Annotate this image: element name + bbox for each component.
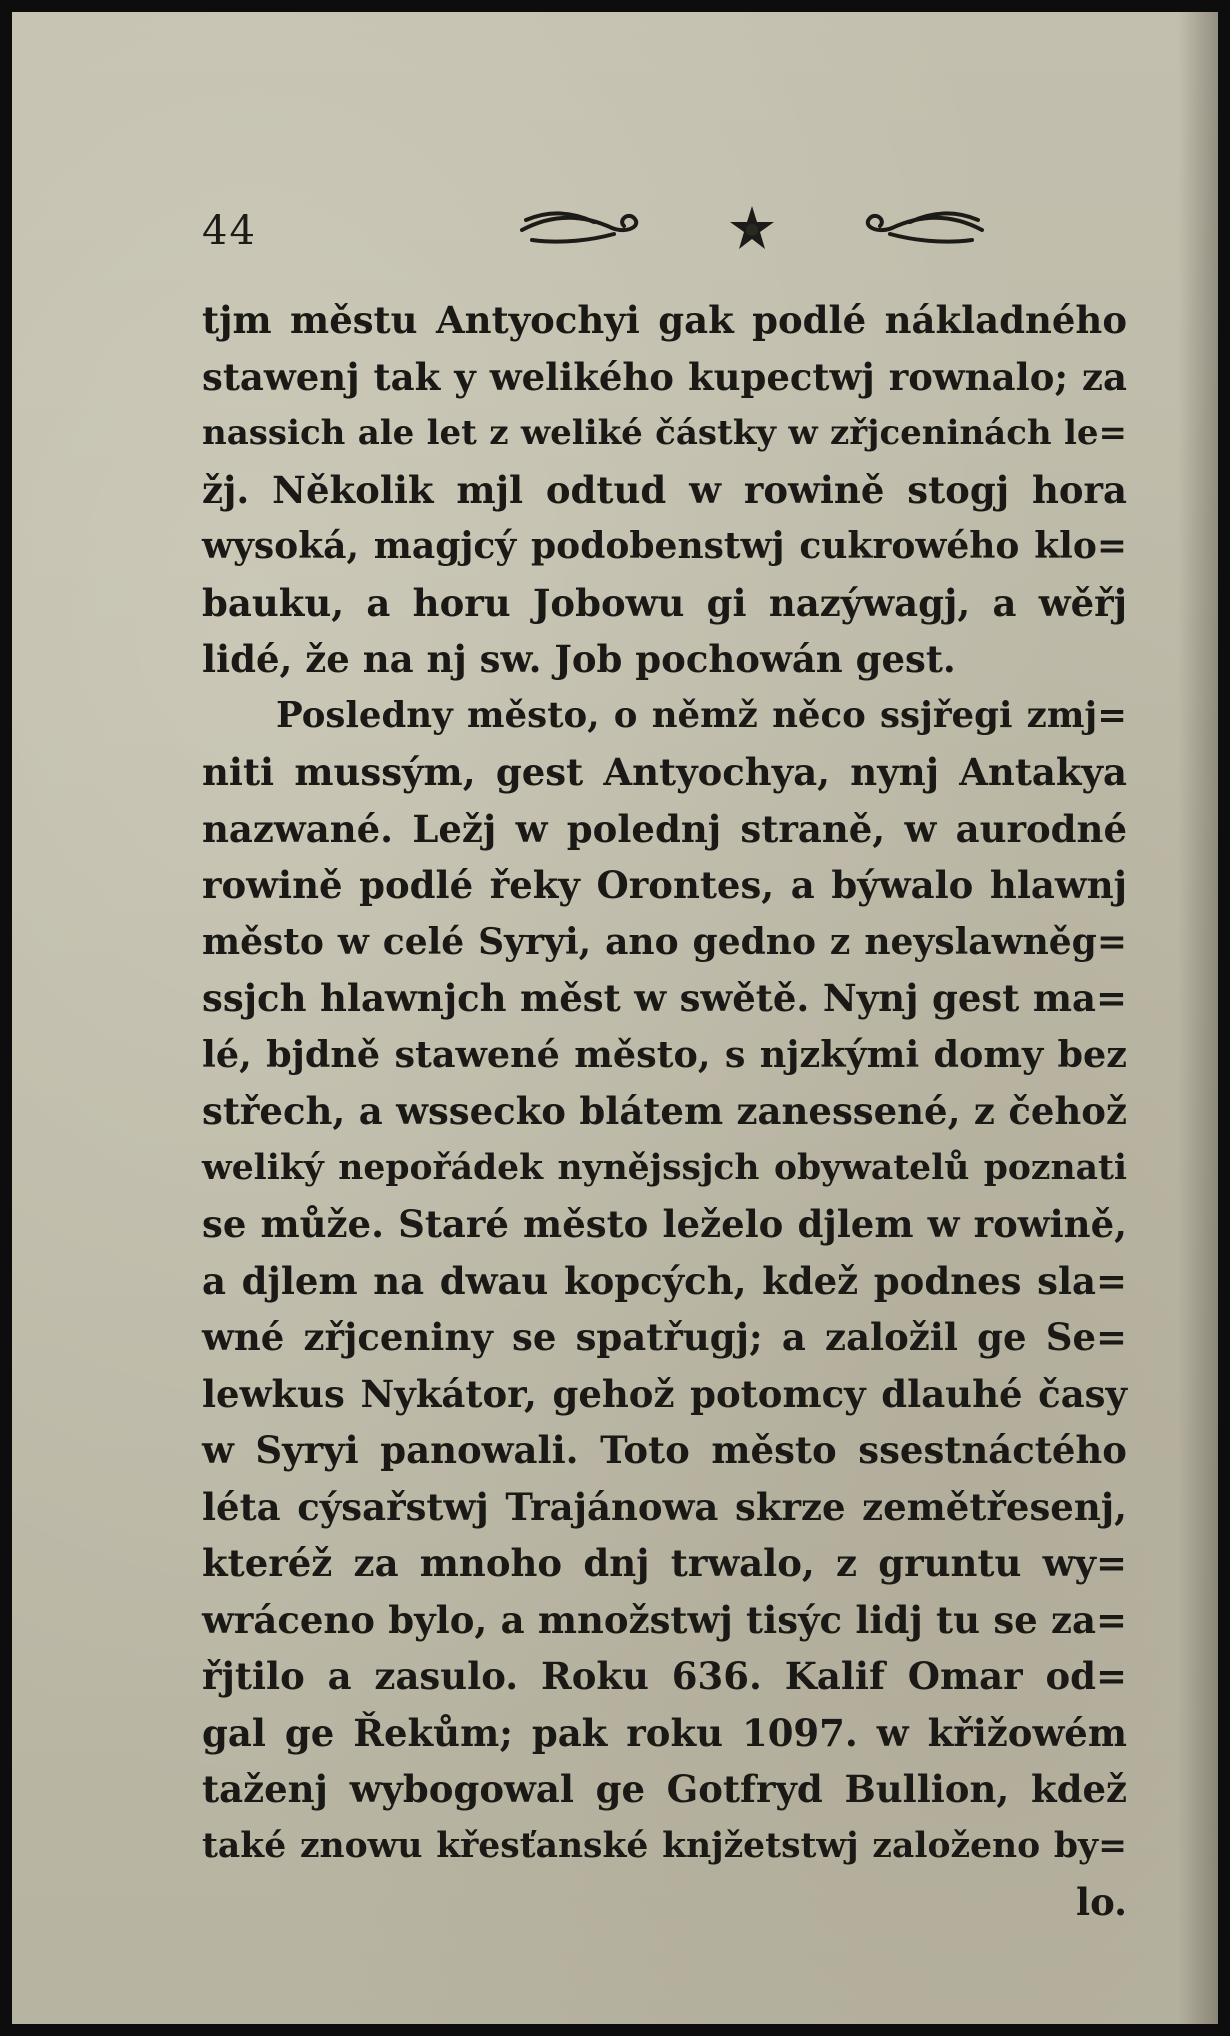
text-line: Posledny město, o němž něco ssjřegi zmj= (276, 694, 1127, 736)
page-header (202, 200, 1102, 260)
text-line: řjtilo a zasulo. Roku 636. Kalif Omar od= (202, 1654, 1127, 1698)
text-line: bauku, a horu Jobowu gi nazýwagj, a wěřj (202, 580, 1127, 625)
text-line: se může. Staré město leželo djlem w rowině, (202, 1202, 1127, 1246)
text-line: ssjch hlawnjch měst w swětě. Nynj gest ma= (202, 976, 1127, 1020)
text-line: wné zřjceniny se spatřugj; a založil ge Se= (202, 1315, 1127, 1359)
text-line: lewkus Nykátor, gehož potomcy dlauhé časy (202, 1371, 1127, 1416)
text-line: w Syryi panowali. Toto město ssestnáctého (202, 1428, 1127, 1472)
text-line: tjm městu Antyochyi gak podlé nákladného (202, 298, 1127, 342)
text-line: rowině podlé řeky Orontes, a býwalo hlawnj (202, 863, 1127, 907)
text-line: nassich ale let z weliké částky w zřjceninách le= (202, 413, 1127, 453)
text-line: nazwané. Ležj w polednj straně, w aurodné (202, 806, 1127, 851)
text-line: město w celé Syryi, ano gedno z neyslawněg= (202, 920, 1127, 963)
page-number: 44 (202, 208, 257, 254)
text-line: střech, a wsseckо blátem zanessené, z čehož (202, 1089, 1127, 1133)
text-line: lidé, že na nj sw. Job pochowán gest. (202, 637, 956, 681)
text-line: wysoká, magjcý podobenstwj cukrowého klo= (202, 525, 1127, 567)
text-line: stawenj tak y welikého kupectwj rownalo; za (202, 354, 1127, 399)
text-line: lé, bjdně stawené město, s njzkými domy bez (202, 1032, 1127, 1076)
text-line: také znowu křesťanské knjžetstwj založeno by= (202, 1825, 1127, 1866)
flourish-ornament-icon (502, 200, 1002, 260)
text-line: taženj wybogowal ge Gotfryd Bullion, kdež (202, 1767, 1127, 1811)
text-line: weliký nepořádek nynějssjch obywatelů poznati (202, 1147, 1127, 1188)
text-line: léta cýsařstwj Trajánowa skrze zemětřesenj, (202, 1484, 1127, 1529)
left-flourish-icon (522, 213, 636, 241)
body-text (202, 292, 1127, 1931)
text-line: gal ge Řekům; pak roku 1097. w křižowém (202, 1710, 1127, 1755)
star-icon (730, 206, 774, 249)
text-line: žj. Několik mjl odtud w rowině stogj hora (202, 467, 1127, 512)
text-line: niti mussým, gest Antyochya, nynj Antakya (202, 750, 1127, 794)
text-line: a djlem na dwau kopcých, kdež podnes sla= (202, 1258, 1127, 1303)
text-line: kteréž za mnoho dnj trwalo, z gruntu wy= (202, 1541, 1127, 1585)
text-line: lo. (1076, 1880, 1127, 1924)
book-page (12, 12, 1218, 2024)
text-line: wráceno bylo, a množstwj tisýc lidj tu se za= (202, 1597, 1127, 1642)
right-flourish-icon (868, 213, 982, 241)
